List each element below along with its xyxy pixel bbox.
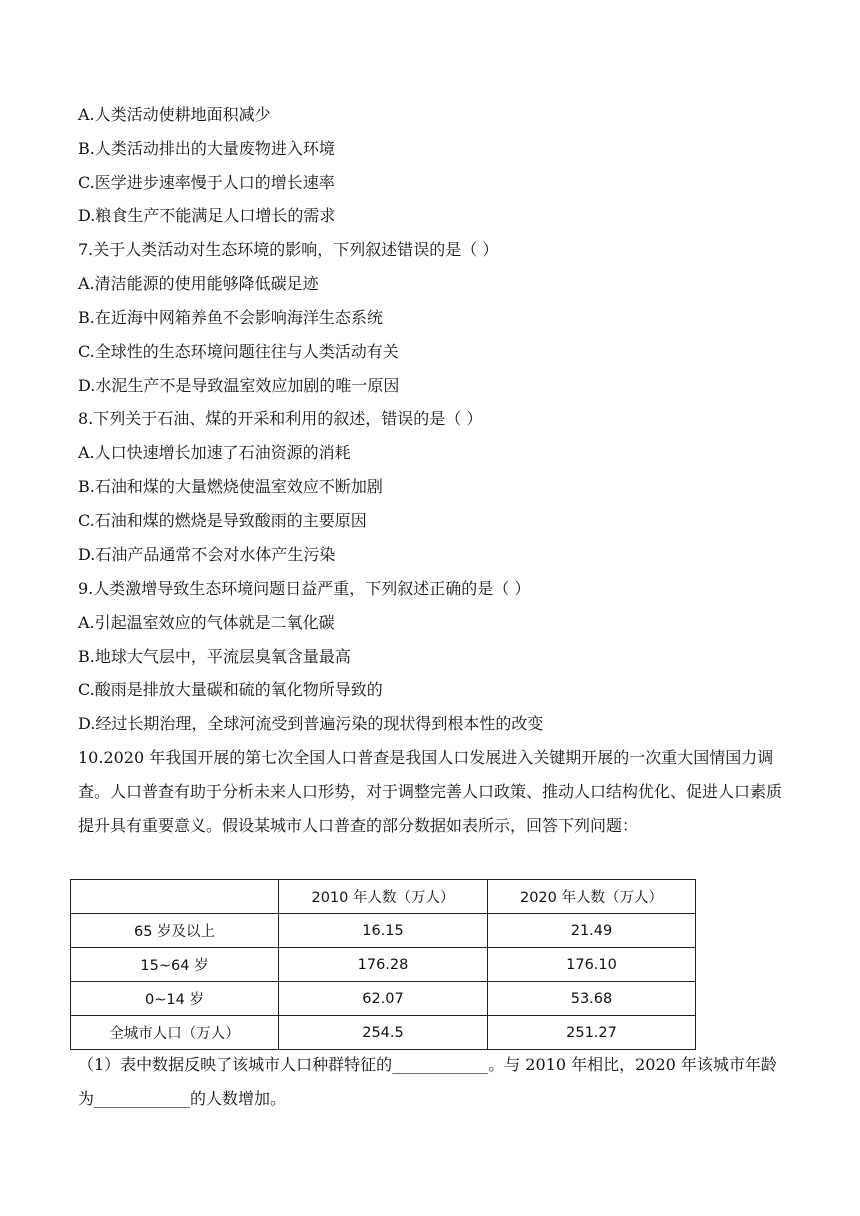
answer-blank-1: ____________ (392, 1055, 489, 1074)
q10-part1-middle: 。与 2010 年相比，2020 年该城市年龄为 (78, 1055, 777, 1108)
q9-option-b: B.地球大气层中，平流层臭氧含量最高 (78, 647, 351, 666)
q6-option-a: A.人类活动使耕地面积减少 (78, 105, 271, 124)
census-table (70, 879, 696, 1050)
q8-option-c: C.石油和煤的燃烧是导致酸雨的主要原因 (78, 511, 367, 530)
q10-part1-prefix: （1）表中数据反映了该城市人口种群特征的 (78, 1055, 393, 1074)
q8-option-b: B.石油和煤的大量燃烧使温室效应不断加剧 (78, 477, 383, 496)
q7-option-a: A.清洁能源的使用能够降低碳足迹 (78, 274, 319, 293)
table-cell: 62.07 (279, 982, 488, 1016)
table-header-row (71, 880, 696, 914)
table-cell: 16.15 (279, 914, 488, 948)
q8-stem: 8.下列关于石油、煤的开采和利用的叙述，错误的是（ ） (78, 409, 483, 428)
table-cell: 0~14 岁 (71, 982, 279, 1016)
q10-part1-suffix: 的人数增加。 (190, 1089, 287, 1108)
table-header-cell (71, 880, 279, 914)
q6-option-d: D.粮食生产不能满足人口增长的需求 (78, 206, 336, 225)
q8-option-d: D.石油产品通常不会对水体产生污染 (78, 545, 336, 564)
q10-part1 (78, 1048, 788, 1116)
table-cell: 176.10 (488, 948, 696, 982)
q8-option-a: A.人口快速增长加速了石油资源的消耗 (78, 443, 351, 462)
q9-option-c: C.酸雨是排放大量碳和硫的氧化物所导致的 (78, 680, 383, 699)
table-row (71, 914, 696, 948)
table-header-cell: 2010 年人数（万人） (279, 880, 488, 914)
q6-option-b: B.人类活动排出的大量废物进入环境 (78, 139, 335, 158)
table-header-cell: 2020 年人数（万人） (488, 880, 696, 914)
table-cell: 53.68 (488, 982, 696, 1016)
answer-blank-2: ____________ (94, 1089, 191, 1108)
table-row (71, 982, 696, 1016)
table-row (71, 948, 696, 982)
q9-stem: 9.人类激增导致生态环境问题日益严重，下列叙述正确的是（ ） (78, 579, 531, 598)
table-cell: 254.5 (279, 1016, 488, 1050)
q7-stem: 7.关于人类活动对生态环境的影响，下列叙述错误的是（ ） (78, 240, 499, 259)
table-cell: 全城市人口（万人） (71, 1016, 279, 1050)
q7-option-b: B.在近海中网箱养鱼不会影响海洋生态系统 (78, 308, 383, 327)
table-cell: 65 岁及以上 (71, 914, 279, 948)
table-cell: 251.27 (488, 1016, 696, 1050)
q6-option-c: C.医学进步速率慢于人口的增长速率 (78, 173, 335, 192)
table-cell: 21.49 (488, 914, 696, 948)
q9-option-a: A.引起温室效应的气体就是二氧化碳 (78, 613, 335, 632)
q7-option-d: D.水泥生产不是导致温室效应加剧的唯一原因 (78, 376, 400, 395)
q10-intro: 10.2020 年我国开展的第七次全国人口普查是我国人口发展进入关键期开展的一次重大国情国力调查。人口普查有助于分析未来人口形势，对于调整完善人口政策、推动人口结构优化、促进人口素质提升具有重要意义。假设某城市人口普查的部分数据如表所示，回答下列问题： (78, 748, 783, 835)
table-row (71, 1016, 696, 1050)
table-cell: 176.28 (279, 948, 488, 982)
table-cell: 15~64 岁 (71, 948, 279, 982)
q7-option-c: C.全球性的生态环境问题往往与人类活动有关 (78, 342, 399, 361)
q9-option-d: D.经过长期治理，全球河流受到普遍污染的现状得到根本性的改变 (78, 714, 544, 733)
